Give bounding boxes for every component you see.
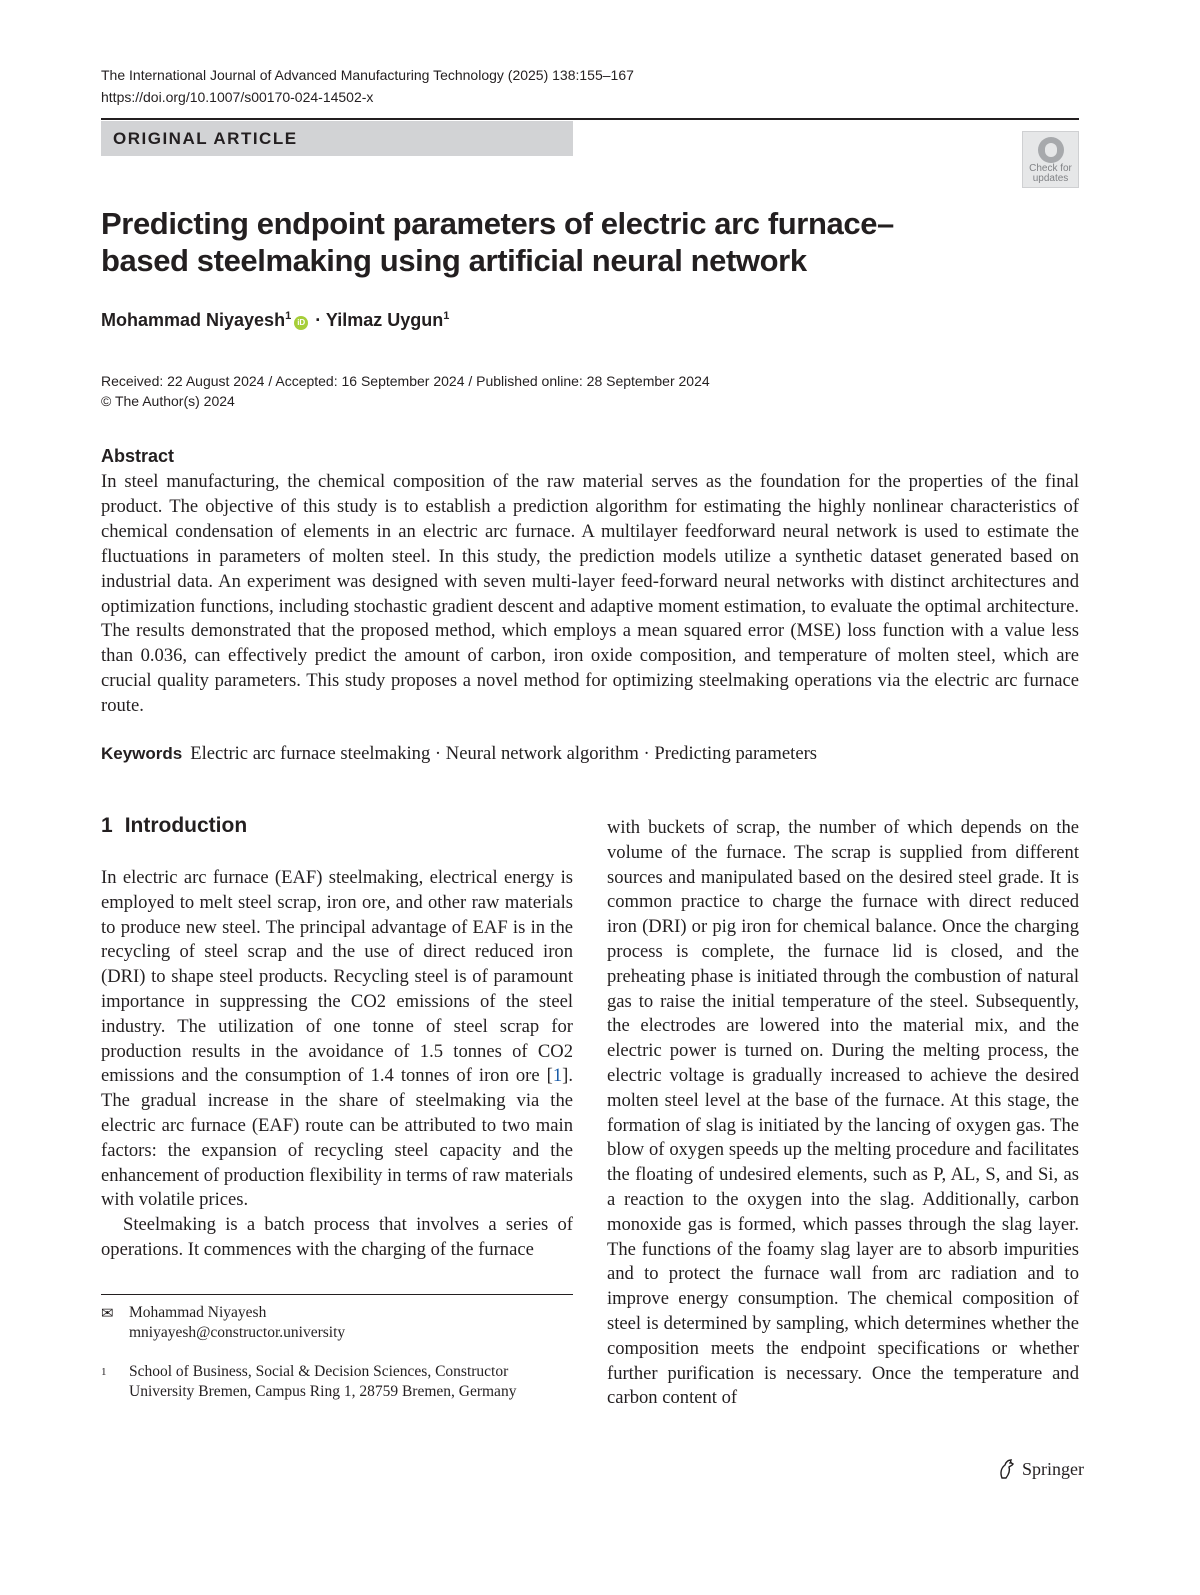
body-column-right [607, 816, 1079, 1411]
contact-name: Mohammad Niyayesh [129, 1304, 267, 1321]
envelope-icon: ✉ [101, 1304, 114, 1322]
orcid-icon[interactable]: iD [294, 316, 308, 330]
author-list [101, 310, 449, 331]
journal-citation: The International Journal of Advanced Manufacturing Technology (2025) 138:155–167 [101, 67, 634, 83]
springer-horse-icon [996, 1458, 1016, 1480]
header-rule [101, 118, 1079, 120]
body-paragraph: with buckets of scrap, the number of which depends on the volume of the furnace. The scrap is supplied from different sources and manipulated based on the desired steel grade. It is common practice to charge the furnace with direct reduced iron (DRI) or pig iron for chemical balance. Once the charging process is complete, the furnace lid is closed, and the preheating phase is initiated through the combustion of natural gas to raise the initial temperature of the steel. Subsequently, the electrodes are lowered into the material mix, and the electric power is turned on. During the melting process, the electric voltage is gradually increased to achieve the desired molten steel level at the base of the furnace. At this stage, the formation of slag is initiated by the lancing of oxygen gas. The blow of oxygen speeds up the melting procedure and facilitates the floating of undesired elements, such as P, AL, S, and Si, as a reaction to the oxygen into the slag. Additionally, carbon monoxide gas is formed, which passes through the slag layer. The functions of the foamy slag layer are to absorb impurities and to protect the furnace wall from arc radiation and to improve energy consumption. The chemical composition of steel is determined by sampling, which determines whether the composition meets the endpoint specifications or whether further purification is necessary. Once the temperature and carbon content of [607, 817, 1079, 1409]
publication-history: Received: 22 August 2024 / Accepted: 16 September 2024 / Published online: 28 September 2024 [101, 373, 710, 389]
contact-email[interactable]: mniyayesh@constructor.university [129, 1324, 346, 1341]
footnote-rule [101, 1294, 573, 1295]
keywords-label: Keywords [101, 744, 183, 763]
paper-title: Predicting endpoint parameters of electric arc furnace–based steelmaking using artificial neural network [101, 206, 894, 278]
body-paragraph: Steelmaking is a batch process that involves a series of operations. It commences with the charging of the furnace [101, 1214, 573, 1260]
body-column-left [101, 866, 573, 1263]
check-updates-line2: updates [1032, 173, 1069, 184]
corresponding-author [129, 1303, 569, 1343]
section-title: Introduction [124, 814, 248, 837]
body-paragraph [101, 866, 573, 1213]
copyright-notice: © The Author(s) 2024 [101, 393, 235, 409]
affiliation-marker: 1 [101, 1366, 107, 1378]
check-for-updates-badge[interactable] [1022, 131, 1079, 188]
publisher-name: Springer [1022, 1458, 1084, 1479]
doi-link[interactable]: https://doi.org/10.1007/s00170-024-14502-x [101, 89, 374, 105]
article-type-label: ORIGINAL ARTICLE [101, 121, 573, 156]
abstract-heading: Abstract [101, 446, 175, 466]
body-text: In electric arc furnace (EAF) steelmaking, electrical energy is employed to melt steel scrap, iron ore, and other raw materials to produce new steel. The principal advantage of EAF is in the recycling of steel scrap and the use of direct reduced iron (DRI) to shape steel products. Recycling steel is of paramount importance in suppressing the CO2 emissions of the steel industry. The utilization of one tonne of steel scrap for production results in the avoidance of 1.5 tonnes of CO2 emissions and the consumption of 1.4 tonnes of iron ore [ [101, 867, 573, 1087]
publication-dates [101, 371, 710, 411]
body-text: ]. The gradual increase in the share of steelmaking via the electric arc furnace (EAF) route can be attributed to two main factors: the expansion of recycling steel capacity and the enhancement of production flexibility in terms of raw materials with volatile prices. [101, 1065, 573, 1211]
section-heading [101, 814, 247, 838]
citation-link[interactable]: 1 [552, 1065, 563, 1087]
author-name[interactable]: Mohammad Niyayesh [101, 310, 286, 330]
keywords-list: Electric arc furnace steelmaking · Neural network algorithm · Predicting parameters [190, 743, 817, 764]
author-name[interactable]: Yilmaz Uygun [325, 310, 444, 330]
keywords [101, 743, 817, 765]
check-updates-line1: Check for [1029, 163, 1072, 174]
author-affiliation-marker: 1 [285, 310, 292, 322]
abstract-text: In steel manufacturing, the chemical composition of the raw material serves as the foundation for the properties of the final product. The objective of this study is to establish a prediction algorithm for estimating the highly nonlinear characteristics of chemical condensation of elements in an electric arc furnace. A multilayer feedforward neural network is used to estimate the fluctuations in parameters of molten steel. In this study, the prediction models utilize a synthetic dataset generated based on industrial data. An experiment was designed with seven multi-layer feed-forward neural networks with distinct architectures and optimization functions, including stochastic gradient descent and adaptive moment estimation, to evaluate the optimal architecture. The results demonstrated that the proposed method, which employs a mean squared error (MSE) loss function with a value less than 0.036, can effectively predict the amount of carbon, iron oxide composition, and temperature of molten steel, which are crucial quality parameters. This study proposes a novel method for optimizing steelmaking operations via the electric arc furnace route. [101, 471, 1079, 717]
journal-header [101, 64, 634, 108]
check-for-updates-icon [1038, 137, 1064, 163]
section-number: 1 [101, 814, 113, 837]
springer-logo [996, 1458, 1084, 1480]
author-affiliation-marker: 1 [443, 310, 450, 322]
author-separator: · [315, 310, 322, 330]
affiliation-text: School of Business, Social & Decision Sciences, Constructor University Bremen, Campus Ring 1, 28759 Bremen, Germany [129, 1363, 517, 1400]
